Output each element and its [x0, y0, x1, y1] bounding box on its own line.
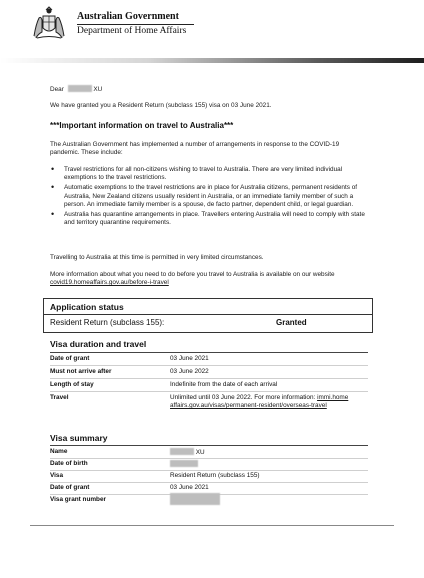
dob-label: Date of birth [50, 460, 88, 467]
government-name: Australian Government [77, 11, 179, 22]
visa-label: Visa [50, 472, 64, 479]
department-name: Department of Home Affairs [77, 26, 187, 36]
row-divider [50, 482, 368, 483]
redacted-dob [170, 460, 198, 467]
application-status-box [43, 298, 373, 333]
length-of-stay-label: Length of stay [50, 381, 94, 388]
important-heading: ***Important information on travel to Australia*** [50, 121, 234, 130]
section-divider [50, 445, 368, 446]
travel-label: Travel [50, 394, 69, 401]
covid-info-link[interactable]: covid19.homeaffairs.gov.au/before-i-travel [50, 279, 169, 287]
summary-date-of-grant-label: Date of grant [50, 484, 90, 491]
salutation-surname: XU [93, 86, 103, 93]
name-label: Name [50, 448, 68, 455]
grant-sentence: We have granted you a Resident Return (subclass 155) visa on 03 June 2021. [50, 102, 272, 109]
more-info-text: More information about what you need to do before you travel to Australia is available on our website [50, 271, 335, 278]
row-divider [50, 391, 368, 392]
application-status-title: Application status [50, 302, 124, 312]
date-of-grant-label: Date of grant [50, 355, 90, 362]
date-of-grant-value: 03 June 2021 [170, 355, 209, 362]
travel-value [170, 394, 350, 410]
visa-value: Resident Return (subclass 155) [170, 472, 260, 479]
header-bar [0, 58, 424, 63]
status-divider [44, 314, 372, 315]
row-divider [50, 458, 368, 459]
must-not-arrive-label: Must not arrive after [50, 368, 112, 375]
status-value: Granted [276, 318, 307, 327]
header-divider [77, 24, 194, 25]
length-of-stay-value: Indefinite from the date of each arrival [170, 381, 278, 388]
row-divider [50, 470, 368, 471]
must-not-arrive-value: 03 June 2022 [170, 368, 209, 375]
section-divider [50, 352, 368, 353]
salutation-word: Dear [50, 86, 64, 93]
salutation [50, 85, 102, 94]
redacted-given-name [68, 85, 92, 92]
grant-number-label: Visa grant number [50, 496, 106, 503]
name-surname: XU [195, 449, 205, 456]
row-divider [50, 378, 368, 379]
name-value [170, 448, 205, 457]
overseas-travel-link[interactable]: immi.homeaffairs.gov.au/visas/permanent-resident/overseas-travel [170, 394, 349, 409]
status-label: Resident Return (subclass 155): [50, 318, 165, 327]
travel-text: Unlimited until 03 June 2022. For more information: [170, 394, 316, 401]
coat-of-arms-icon [30, 6, 68, 40]
row-divider [50, 365, 368, 366]
list-item: • Travel restrictions for all non-citizens wishing to travel to Australia. There are very limited individual exemptions to the travel restrictions. [50, 166, 372, 183]
list-item: • Australia has quarantine arrangements in place. Travellers entering Australia will need to comply with state and territory quarantine requirements. [50, 211, 372, 228]
list-item: • Automatic exemptions to the travel restrictions are in place for Australia citizens, permanent residents of Australia, New Zealand citizens usually resident in Australia, or an immediate family member of such a person. An immediate family member is a spouse, de facto partner, dependent child, or legal guardian. [50, 184, 372, 209]
redacted-grant-number [170, 493, 220, 505]
limited-circumstances: Travelling to Australia at this time is permitted in very limited circumstances. [50, 254, 264, 261]
redacted-given-name [170, 448, 194, 455]
bullet-list [50, 166, 372, 229]
more-info-paragraph [50, 271, 375, 288]
intro-paragraph: The Australian Government has implemented a number of arrangements in response to the COVID-19 pandemic. These include: [50, 141, 340, 157]
summary-date-of-grant-value: 03 June 2021 [170, 484, 209, 491]
visa-summary-title: Visa summary [50, 433, 108, 443]
footer-divider [30, 525, 394, 526]
visa-duration-title: Visa duration and travel [50, 339, 147, 349]
